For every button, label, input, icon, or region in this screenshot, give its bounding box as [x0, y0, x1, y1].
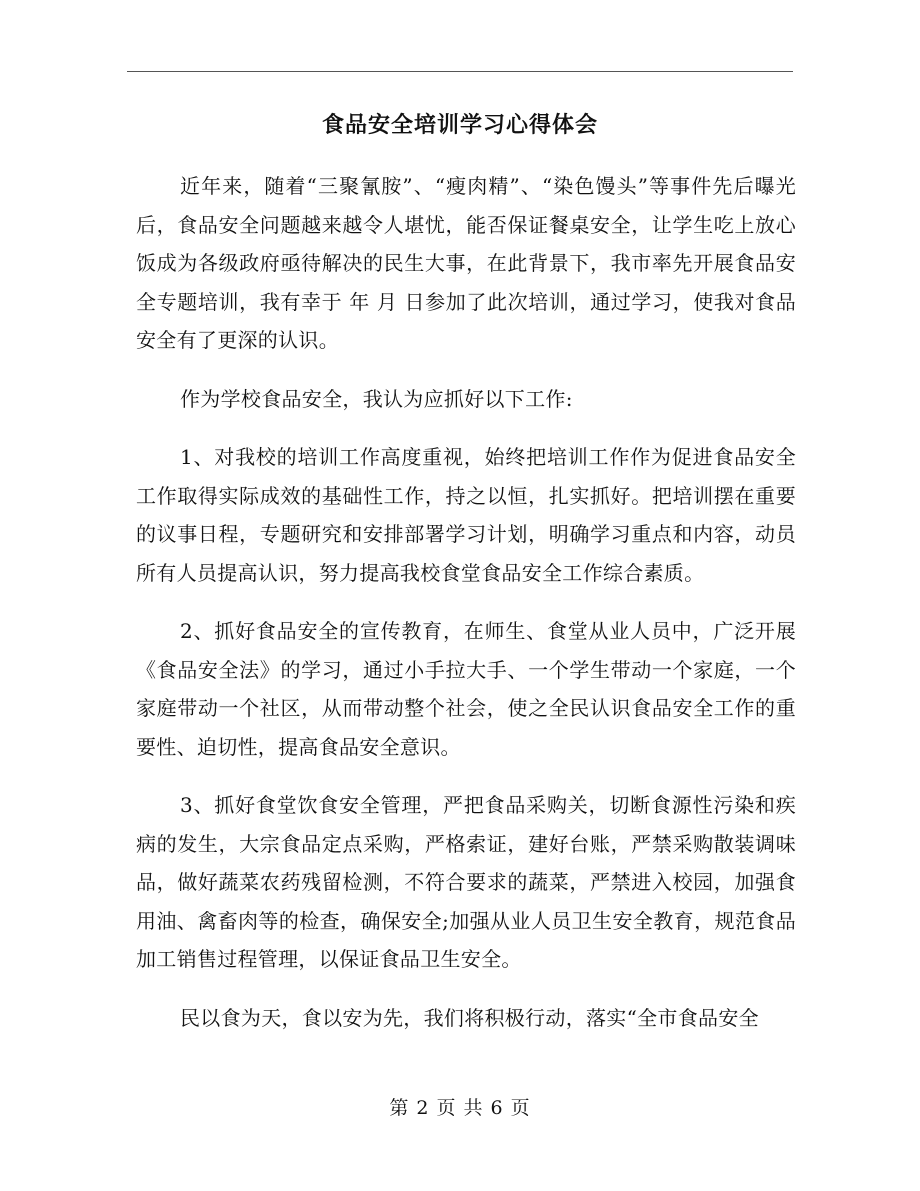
- header-rule: [127, 71, 793, 72]
- page-footer: 第 2 页 共 6 页: [389, 1097, 531, 1119]
- paragraph-item-1: 1、对我校的培训工作高度重视，始终把培训工作作为促进食品安全工作取得实际成效的基础性工作，持之以恒，扎实抓好。把培训摆在重要的议事日程，专题研究和安排部署学习计划，明确学习重点和内容，动员所有人员提高认识，努力提高我校食堂食品安全工作综合素质。: [136, 445, 796, 585]
- paragraph-item-3: 3、抓好食堂饮食安全管理，严把食品采购关，切断食源性污染和疾病的发生，大宗食品定点采购，严格索证，建好台账，严禁采购散装调味品，做好蔬菜农药残留检测，不符合要求的蔬菜，严禁进入校园，加强食用油、禽畜肉等的检查，确保安全;加强从业人员卫生安全教育，规范食品加工销售过程管理，以保证食品卫生安全。: [136, 793, 796, 971]
- document-title: 食品安全培训学习心得体会: [321, 112, 598, 138]
- paragraph-work-intro: 作为学校食品安全，我认为应抓好以下工作:: [180, 386, 573, 411]
- paragraph-intro: 近年来，随着“三聚氰胺”、“瘦肉精”、“染色馒头”等事件先后曝光后，食品安全问题越来越令人堪忧，能否保证餐桌安全，让学生吃上放心饭成为各级政府亟待解决的民生大事，在此背景下，我市率先开展食品安全专题培训，我有幸于 年 月 日参加了此次培训，通过学习，使我对食品安全有了更深的认识。: [136, 174, 796, 352]
- paragraph-item-2: 2、抓好食品安全的宣传教育，在师生、食堂从业人员中，广泛开展《食品安全法》的学习，通过小手拉大手、一个学生带动一个家庭，一个家庭带动一个社区，从而带动整个社会，使之全民认识食品安全工作的重要性、迫切性，提高食品安全意识。: [136, 619, 796, 759]
- document-body: [136, 167, 796, 1057]
- paragraph-conclusion: 民以食为天，食以安为先，我们将积极行动，落实“全市食品安全: [180, 1005, 759, 1030]
